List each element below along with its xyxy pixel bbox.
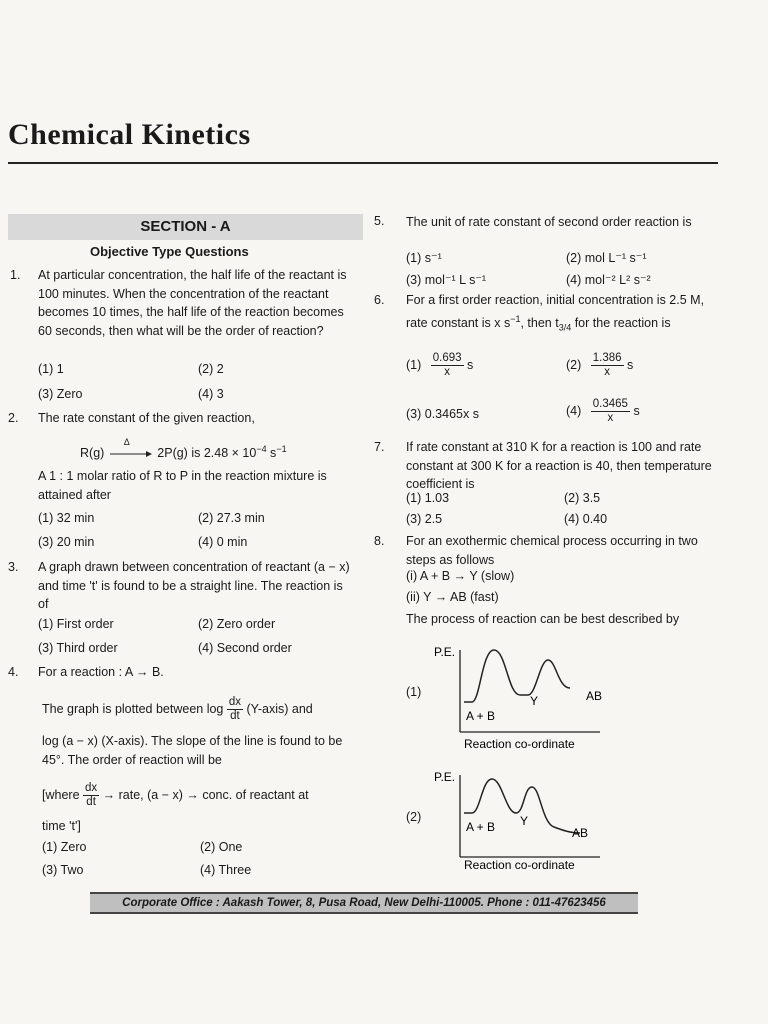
arrow-icon	[108, 450, 154, 458]
q4-where	[42, 782, 360, 809]
q8-step-2: (ii) Y → AB (fast)	[406, 590, 499, 604]
q2-reactant: R(g)	[80, 446, 105, 461]
q6-o4-num: 0.3465	[592, 398, 628, 410]
q5-option-1: (1) s⁻¹	[406, 251, 442, 265]
q4-option-1: (1) Zero	[42, 840, 87, 854]
q7-text: If rate constant at 310 K for a reaction is 100 and rate constant at 300 K for a reaction is 40, then temperature coefficient is	[406, 440, 712, 491]
q2-text: The rate constant of the given reaction,	[38, 411, 255, 425]
q5-option-2: (2) mol L⁻¹ s⁻¹	[566, 251, 647, 265]
q4-text: For a reaction : A → B.	[38, 665, 164, 679]
q2-reaction	[80, 436, 370, 463]
q2-unit: s	[266, 446, 277, 461]
q6-o4-unit: s	[633, 403, 640, 418]
q6-text-a: For a first order reaction, initial concentration is 2.5 M, rate constant is x s	[406, 293, 705, 330]
dx: dx	[228, 696, 242, 708]
q6-o2-label: (2)	[566, 357, 582, 372]
q8-step-1: (i) A + B → Y (slow)	[406, 569, 515, 583]
title-rule	[8, 162, 718, 164]
q4-graph-pre: The graph is plotted between log	[42, 701, 224, 716]
g2-pe-label: P.E.	[434, 770, 456, 784]
q6-option-4	[566, 398, 640, 425]
q4-where-post: → rate, (a − x) → conc. of reactant at	[102, 787, 309, 802]
q1-text: At particular concentration, the half life of the reactant is 100 minutes. When the concentration of the reactant becomes 10 times, the half life of the reaction becomes 60 seconds, then what will be the order of reaction?	[38, 268, 347, 338]
footer-text: Aakash Tower, 8, Pusa Road, New Delhi-110005. Phone : 011-47623456	[219, 897, 606, 909]
q4-option-3: (3) Two	[42, 863, 84, 877]
q4-graph-post: (Y-axis) and	[246, 701, 313, 716]
q6-o2-den: x	[604, 366, 611, 378]
q3-option-4: (4) Second order	[198, 641, 292, 655]
q6-o2-num: 1.386	[592, 352, 622, 364]
q3-option-1: (1) First order	[38, 617, 114, 631]
q4-option-2: (2) One	[200, 840, 243, 854]
energy-profile-graph-2	[420, 765, 630, 880]
q8-text: For an exothermic chemical process occurring in two steps as follows	[406, 534, 698, 567]
where-fraction	[83, 782, 99, 809]
q8-text2: The process of reaction can be best described by	[406, 612, 680, 626]
delta-label: Δ	[123, 436, 130, 447]
q2-exp: −4	[256, 444, 267, 454]
q7-option-2: (2) 3.5	[564, 491, 601, 505]
q6-sub: 3/4	[558, 322, 572, 333]
q6-text-b: , then t	[520, 315, 559, 330]
q7-number: 7.	[374, 440, 385, 454]
q5-text: The unit of rate constant of second order reaction is	[406, 215, 692, 229]
q5-option-3: (3) mol⁻¹ L s⁻¹	[406, 273, 487, 287]
q4-text2: log (a − x) (X-axis). The slope of the line is found to be 45°. The order of reaction will be	[42, 734, 343, 767]
q7-option-3: (3) 2.5	[406, 512, 443, 526]
reaction-arrow	[108, 436, 154, 464]
q6-o1-frac	[431, 352, 464, 379]
g1-pe-label: P.E.	[434, 645, 456, 659]
q6-o1-unit: s	[467, 357, 474, 372]
q1-option-2: (2) 2	[198, 362, 224, 376]
subheading: Objective Type Questions	[90, 244, 249, 259]
q6-o4-label: (4)	[566, 403, 582, 418]
q6-o1-den: x	[444, 366, 451, 378]
g1-xaxis-label: Reaction co-ordinate	[464, 737, 575, 751]
q4-option-4: (4) Three	[200, 863, 252, 877]
q3-option-2: (2) Zero order	[198, 617, 276, 631]
q4-where-end: time 't']	[42, 819, 81, 833]
q1-number: 1.	[10, 268, 21, 282]
q7-option-1: (1) 1.03	[406, 491, 450, 505]
energy-profile-graph-1	[420, 640, 630, 755]
where-dt: dt	[86, 796, 96, 808]
q2-unit-exp: −1	[276, 444, 287, 454]
section-header: SECTION - A	[8, 214, 363, 240]
q8-graph1-label: (1)	[406, 685, 422, 699]
q6-o4-frac	[591, 398, 630, 425]
dx-dt-fraction	[227, 696, 243, 723]
dt: dt	[230, 710, 240, 722]
q6-option-2	[566, 352, 633, 379]
q6-o2-unit: s	[627, 357, 634, 372]
q6-number: 6.	[374, 293, 385, 307]
q6-text-c: for the reaction is	[571, 315, 671, 330]
q1-option-1: (1) 1	[38, 362, 64, 376]
where-dx: dx	[85, 782, 98, 794]
g2-intermediate-label: Y	[520, 814, 529, 828]
q6-o1-num: 0.693	[432, 352, 462, 364]
q1-option-3: (3) Zero	[38, 387, 83, 401]
q2-option-2: (2) 27.3 min	[198, 511, 265, 525]
q8-graph2-label: (2)	[406, 810, 422, 824]
q3-text: A graph drawn between concentration of reactant (a − x) and time 't' is found to be a straight line. The reaction is of	[38, 560, 350, 611]
q6-o1-label: (1)	[406, 357, 422, 372]
q4-where-pre: [where	[42, 787, 80, 802]
g1-product-label: AB	[586, 689, 603, 703]
q6-option-3: (3) 0.3465x s	[406, 407, 479, 421]
q5-option-4: (4) mol⁻² L² s⁻²	[566, 273, 651, 287]
q2-text2: A 1 : 1 molar ratio of R to P in the reaction mixture is attained after	[38, 469, 327, 502]
q2-option-1: (1) 32 min	[38, 511, 95, 525]
q6-option-1	[406, 352, 473, 379]
g2-xaxis-label: Reaction co-ordinate	[464, 858, 575, 872]
q3-option-3: (3) Third order	[38, 641, 118, 655]
q8-number: 8.	[374, 534, 385, 548]
q2-option-4: (4) 0 min	[198, 535, 248, 549]
g1-reactant-label: A + B	[466, 709, 496, 723]
q6-exp: −1	[510, 313, 521, 324]
footer-label: Corporate Office :	[122, 897, 220, 909]
q1-option-4: (4) 3	[198, 387, 224, 401]
q6-text	[406, 291, 721, 337]
q2-product: 2P(g) is 2.48 × 10	[157, 446, 257, 461]
g1-intermediate-label: Y	[530, 694, 539, 708]
g2-product-label: AB	[572, 826, 589, 840]
q6-o4-den: x	[607, 412, 614, 424]
q7-option-4: (4) 0.40	[564, 512, 608, 526]
footer-bar	[90, 892, 638, 914]
q2-number: 2.	[8, 411, 19, 425]
q4-number: 4.	[8, 665, 19, 679]
q2-option-3: (3) 20 min	[38, 535, 95, 549]
q3-number: 3.	[8, 560, 19, 574]
g2-reactant-label: A + B	[466, 820, 496, 834]
page-title: Chemical Kinetics	[8, 118, 251, 151]
q6-o2-frac	[591, 352, 624, 379]
g1-curve	[464, 650, 570, 702]
q4-graph-desc	[42, 696, 360, 723]
q5-number: 5.	[374, 214, 385, 228]
